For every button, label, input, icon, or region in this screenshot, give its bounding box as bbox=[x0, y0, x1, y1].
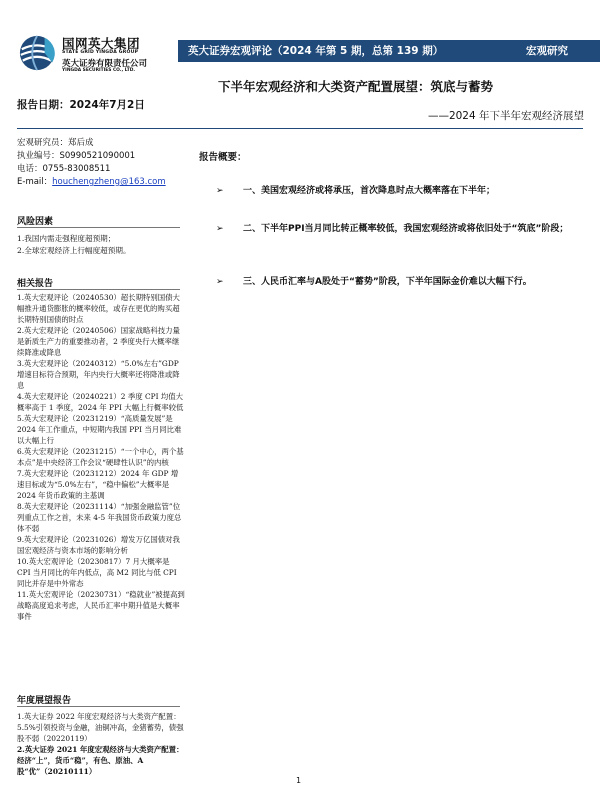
logo-subsidiary-name: 英大证券有限责任公司 bbox=[62, 59, 148, 69]
company-logo bbox=[18, 32, 188, 74]
report-date: 报告日期：2024年7月2日 bbox=[17, 99, 145, 111]
phone-number: 电话：0755-83008511 bbox=[17, 164, 111, 174]
publication-label: 英大证券宏观评论（2024 年第 5 期，总第 139 期） bbox=[188, 45, 444, 57]
email-label: E-mail： bbox=[17, 177, 53, 187]
related-list bbox=[17, 292, 185, 622]
list-item: 3.英大宏观评论（20240312）“5.0%左右”GDP 增速目标符合预期，年内央行大概率还将降准或降息 bbox=[17, 359, 180, 390]
report-title: 下半年宏观经济和大类资产配置展望：筑底与蓄势 bbox=[218, 79, 494, 94]
researcher-name: 宏观研究员：郑后成 bbox=[17, 138, 94, 148]
arrow-bullet-icon: ➢ bbox=[216, 224, 224, 234]
logo-english-name: STATE GRID YINGDA GROUP bbox=[62, 50, 139, 55]
related-heading: 相关报告 bbox=[17, 279, 54, 289]
header-divider bbox=[17, 128, 583, 129]
list-item: 1.英大宏观评论（20240530）超长期特别国债大幅推升通货膨胀的概率较低，或存在更优的购买超长期特别国债的时点 bbox=[17, 293, 180, 324]
header-banner bbox=[178, 40, 600, 62]
report-subtitle: ——2024 年下半年宏观经济展望 bbox=[427, 110, 584, 122]
list-item: 7.英大宏观评论（20231212）2024 年 GDP 增速目标或为“5.0%左右”，“稳中偏松”大概率是 2024 年货币政策的主基调 bbox=[17, 469, 179, 500]
summary-point-text: 三、人民币汇率与A股处于“蓄势”阶段，下半年国际金价难以大幅下行。 bbox=[243, 277, 532, 287]
email-link[interactable]: houchengzheng@163.com bbox=[52, 177, 166, 187]
list-item: 2.英大证券 2021 年度宏观经济与大类资产配置：经济“上”，货币“稳”，有色、原油、A 股“优”（20210111） bbox=[17, 745, 184, 776]
category-label: 宏观研究 bbox=[526, 45, 568, 57]
list-item: 10.英大宏观评论（20230817）7 月大概率是 CPI 当月同比的年内低点，高 M2 同比与低 CPI 同比并存是中外常态 bbox=[17, 557, 177, 588]
summary-point-text: 一、美国宏观经济或将承压，首次降息时点大概率落在下半年； bbox=[243, 186, 496, 196]
annual-divider bbox=[17, 706, 180, 707]
list-item: 9.英大宏观评论（20231026）增发万亿国债对我国宏观经济与资本市场的影响分析 bbox=[17, 535, 180, 555]
author-info bbox=[17, 137, 177, 189]
arrow-bullet-icon: ➢ bbox=[216, 277, 224, 287]
risk-heading: 风险因素 bbox=[17, 217, 54, 227]
logo-subsidiary-english: YINGDA SECURITIES CO., LTD. bbox=[62, 68, 136, 73]
annual-heading: 年度展望报告 bbox=[17, 696, 72, 706]
list-item: 2.英大宏观评论（20240506）国家战略科技力量是新质生产力的重要推动者，2 季度央行大概率继续降准或降息 bbox=[17, 326, 180, 357]
summary-point bbox=[216, 222, 586, 236]
logo-company-name: 国网英大集团 bbox=[62, 36, 141, 51]
list-item: 5.英大宏观评论（20231219）“高质量发展”是 2024 年工作重点，中短期内我国 PPI 当月同比难以大幅上行 bbox=[17, 414, 182, 445]
related-divider bbox=[17, 289, 180, 290]
list-item: 1.英大证券 2022 年度宏观经济与大类资产配置：5.5%引领投资与金融，油铜冲高，金猪蓄势，债强股不弱（20220119） bbox=[17, 712, 184, 743]
annual-list bbox=[17, 711, 185, 777]
summary-point-text: 二、下半年PPI当月同比转正概率较低，我国宏观经济或将依旧处于“筑底”阶段； bbox=[243, 224, 569, 234]
summary-point bbox=[216, 184, 586, 198]
list-item: 2.全球宏观经济上行幅度超预期。 bbox=[17, 245, 131, 255]
email-row bbox=[17, 176, 177, 189]
summary-heading: 报告概要： bbox=[199, 152, 247, 163]
risk-divider bbox=[17, 227, 180, 228]
list-item: 11.英大宏观评论（20230731）“稳就业”被提高到战略高度追求考虑，人民币汇率中期升值是大概率事件 bbox=[17, 590, 185, 621]
arrow-bullet-icon: ➢ bbox=[216, 186, 224, 196]
list-item: 1.我国内需走强程度超预期； bbox=[17, 234, 116, 243]
risk-list bbox=[17, 233, 182, 256]
page-number: 1 bbox=[296, 776, 302, 785]
license-number: 执业编号：S0990521090001 bbox=[17, 151, 136, 161]
globe-logo-icon bbox=[18, 34, 56, 72]
list-item: 4.英大宏观评论（20240221）2 季度 CPI 均值大概率高于 1 季度，2024 年 PPI 大幅上行概率较低 bbox=[17, 392, 184, 412]
summary-point bbox=[216, 275, 586, 289]
list-item: 6.英大宏观评论（20231215）“一个中心，两个基本点”是中央经济工作会议“硬肆性认识”的内核 bbox=[17, 447, 184, 467]
list-item: 8.英大宏观评论（20231114）“加强金融监管”位列重点工作之首，未来 4-5 年我国货币政策力度总体不弱 bbox=[17, 502, 182, 533]
